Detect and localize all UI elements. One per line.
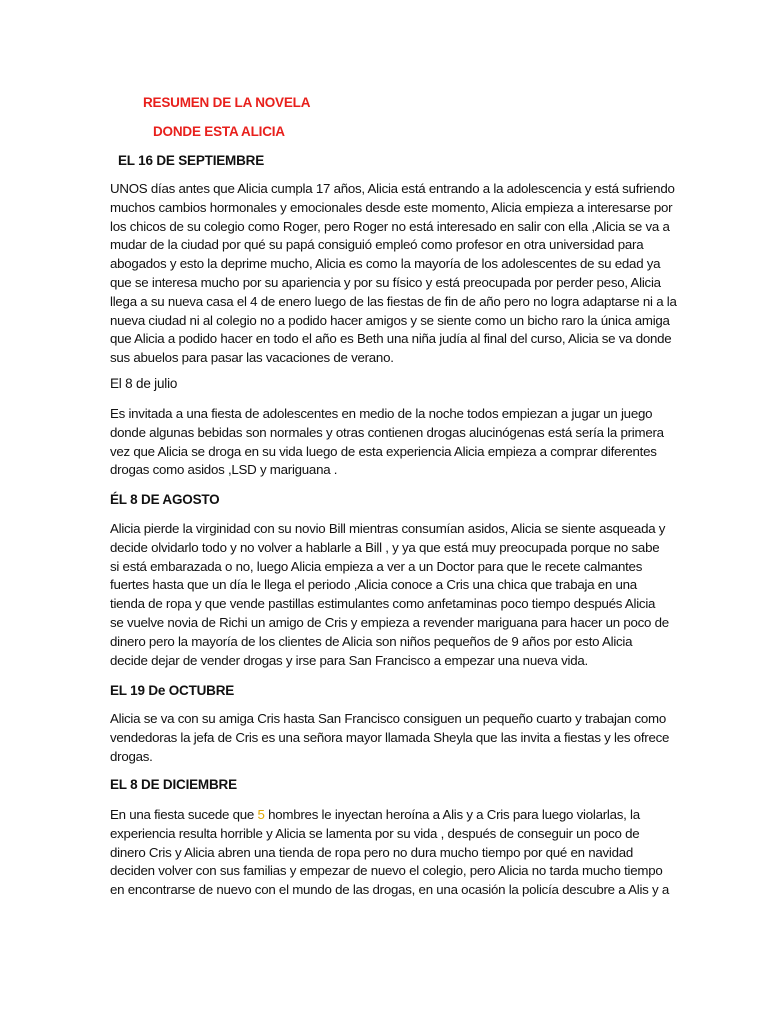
paragraph-line: Alicia pierde la virginidad con su novio Bill mientras consumían asidos, Alicia se siente asqueada y <box>110 521 666 536</box>
section-paragraph-diciembre <box>110 806 669 900</box>
section-heading-septiembre: EL 16 DE SEPTIEMBRE <box>118 153 264 168</box>
document-subtitle: DONDE ESTA ALICIA <box>153 124 285 139</box>
paragraph-line: dinero pero la mayoría de los clientes de Alicia son niños pequeños de 9 años por esto Alicia <box>110 633 633 649</box>
paragraph-line: llega a su nueva casa el 4 de enero luego de las fiestas de fin de año pero no logra adaptarse ni a la <box>110 293 677 309</box>
section-heading-agosto: ÉL 8 DE AGOSTO <box>110 492 220 507</box>
paragraph-line: fuertes hasta que un día le llega el periodo ,Alicia conoce a Cris una chica que trabaja en una <box>110 577 637 593</box>
section-paragraph-agosto <box>110 520 669 670</box>
paragraph-line <box>110 806 640 825</box>
paragraph-line: se vuelve novia de Richi un amigo de Cris y empieza a revender mariguana para hacer un poco de <box>110 614 669 630</box>
document-title: RESUMEN DE LA NOVELA <box>143 95 311 110</box>
paragraph-line: que se interesa mucho por su apariencia y por su físico y está preocupada por perder peso, Alicia <box>110 274 661 290</box>
paragraph-line: vendedoras la jefa de Cris es una señora mayor llamada Sheyla que las invita a fiestas y les ofrece <box>110 729 670 745</box>
paragraph-line: experiencia resulta horrible y Alicia se lamenta por su vida , después de conseguir un poco de <box>110 825 640 841</box>
paragraph-line: abogados y esto la deprime mucho, Alicia es como la mayoría de los adolescentes de su edad ya <box>110 256 661 272</box>
paragraph-line: que Alicia a podido hacer en todo el año es Beth una niña judía al final del curso, Alicia se va donde <box>110 331 672 347</box>
section-heading-diciembre: EL 8 DE DICIEMBRE <box>110 777 237 792</box>
paragraph-line: nueva ciudad ni al colegio no a podido hacer amigos y se siente como un bicho raro la única amiga <box>110 312 670 328</box>
section-heading-julio: El 8 de julio <box>110 376 178 391</box>
paragraph-line: decide olvidarlo todo y no volver a hablarle a Bill , y ya que está muy preocupada porque no sabe <box>110 539 660 555</box>
paragraph-line: en encontrarse de nuevo con el mundo de las drogas, en una ocasión la policía descubre a Alis y a <box>110 882 669 898</box>
section-paragraph-septiembre <box>110 180 677 368</box>
paragraph-line: deciden volver con sus familias y empezar de nuevo el colegio, pero Alicia no tarda mucho tiempo <box>110 863 663 879</box>
section-paragraph-julio <box>110 405 664 480</box>
paragraph-line: Alicia se va con su amiga Cris hasta San Francisco consiguen un pequeño cuarto y trabajan como <box>110 711 666 726</box>
paragraph-line: vez que Alicia se droga en su vida luego de esta experiencia Alicia empieza a comprar diferentes <box>110 443 657 459</box>
section-heading-octubre: EL 19 De OCTUBRE <box>110 683 235 698</box>
paragraph-line: donde algunas bebidas son normales y otras contienen drogas alucinógenas está sería la primera <box>110 424 664 440</box>
paragraph-line: si está embarazada o no, luego Alicia empieza a ver a un Doctor para que le recete calmantes <box>110 558 643 574</box>
paragraph-line: sus abuelos para pasar las vacaciones de verano. <box>110 350 394 366</box>
paragraph-line: UNOS días antes que Alicia cumpla 17 años, Alicia está entrando a la adolescencia y está sufriendo <box>110 181 675 196</box>
paragraph-line: muchos cambios hormonales y emocionales desde este momento, Alicia empieza a interesarse por <box>110 199 673 215</box>
paragraph-line: tienda de ropa y que vende pastillas estimulantes como anfetaminas poco tiempo después Alicia <box>110 596 656 612</box>
paragraph-line: drogas. <box>110 748 153 764</box>
paragraph-line: decide dejar de vender drogas y irse para San Francisco a empezar una nueva vida. <box>110 652 588 668</box>
paragraph-line: mudar de la ciudad por qué su papá consiguió empleó como profesor en otra universidad para <box>110 237 644 253</box>
text-run: hombres le inyectan heroína a Alis y a Cris para luego violarlas, la <box>264 807 640 822</box>
section-paragraph-octubre <box>110 710 670 766</box>
paragraph-line: drogas como asidos ,LSD y mariguana . <box>110 462 338 478</box>
paragraph-line: Es invitada a una fiesta de adolescentes en medio de la noche todos empiezan a jugar un juego <box>110 406 653 421</box>
paragraph-line: dinero Cris y Alicia abren una tienda de ropa pero no dura mucho tiempo por qué en navidad <box>110 844 634 860</box>
highlighted-number: 5 <box>257 807 265 822</box>
text-run: En una fiesta sucede que <box>110 807 258 822</box>
paragraph-line: los chicos de su colegio como Roger, pero Roger no está interesado en salir con ella ,Alicia se va a <box>110 218 670 234</box>
